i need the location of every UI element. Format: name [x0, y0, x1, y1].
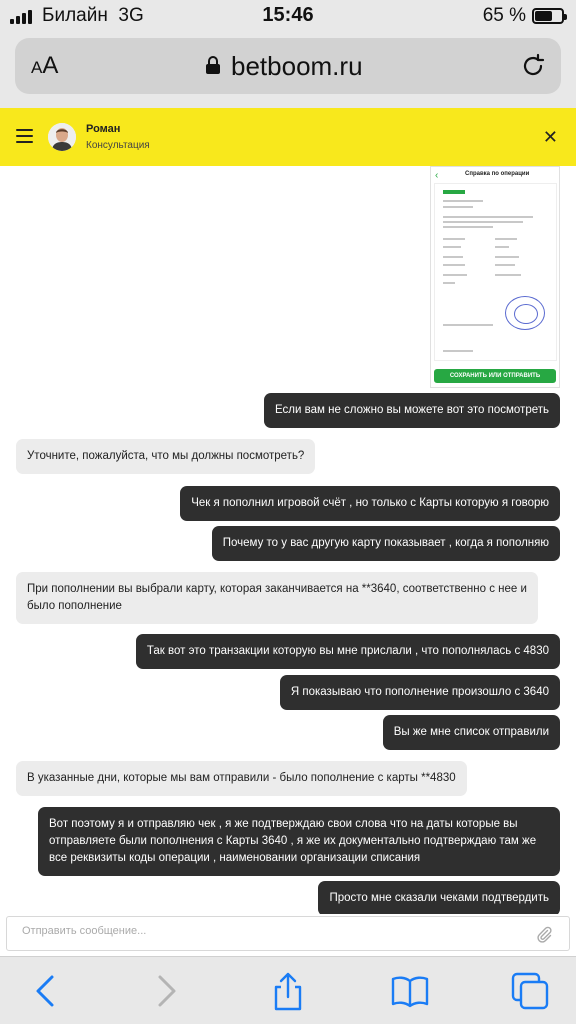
message-incoming: При пополнении вы выбрали карту, которая заканчивается на **3640, соответственно с нее и было пополнение: [16, 572, 538, 624]
message-input-box[interactable]: [6, 916, 570, 951]
paperclip-icon[interactable]: [535, 925, 553, 943]
message-outgoing: Просто мне сказали чеками подтвердить: [318, 881, 560, 914]
forward-icon[interactable]: [145, 971, 185, 1011]
agent-role: Консультация: [86, 140, 150, 151]
network-type: 3G: [118, 5, 144, 26]
reload-icon[interactable]: [519, 52, 547, 80]
bank-stamp: [505, 296, 545, 330]
composer: [0, 914, 576, 956]
carrier-name: Билайн: [42, 5, 108, 26]
battery-percentage: 65 %: [482, 5, 526, 26]
message-outgoing: Я показываю что пополнение произошло с 3640: [280, 675, 560, 710]
receipt-image-attachment[interactable]: [430, 166, 560, 388]
bank-logo: [443, 190, 465, 194]
tabs-icon[interactable]: [510, 971, 550, 1011]
browser-address-area: [0, 34, 576, 108]
back-icon[interactable]: [27, 971, 67, 1011]
bookmarks-icon[interactable]: [390, 971, 430, 1011]
message-outgoing: Почему то у вас другую карту показывает , когда я пополняю: [212, 526, 560, 561]
browser-toolbar: [0, 956, 576, 1024]
chat-messages[interactable]: [0, 166, 576, 914]
message-outgoing: Вы же мне список отправили: [383, 715, 560, 750]
receipt-document: [434, 183, 557, 361]
close-icon[interactable]: ✕: [542, 127, 558, 147]
agent-avatar: [48, 123, 76, 151]
url-domain[interactable]: betboom.ru: [231, 51, 363, 81]
battery-icon: [532, 8, 564, 24]
agent-name: Роман: [86, 123, 121, 135]
address-bar[interactable]: [15, 38, 561, 94]
lock-icon: [205, 55, 221, 75]
share-icon[interactable]: [268, 971, 308, 1011]
message-incoming: В указанные дни, которые мы вам отправили - было пополнение с карты **4830: [16, 761, 467, 796]
status-bar: [0, 0, 576, 34]
menu-icon[interactable]: [16, 129, 33, 143]
message-incoming: Уточните, пожалуйста, что мы должны посмотреть?: [16, 439, 315, 474]
message-outgoing: Если вам не сложно вы можете вот это посмотреть: [264, 393, 560, 428]
receipt-title: Справка по операции: [465, 171, 530, 177]
agent-photo-icon: [48, 123, 76, 151]
chat-header: [0, 108, 576, 166]
back-arrow-icon: ‹: [435, 170, 439, 181]
message-input[interactable]: [22, 925, 522, 937]
message-outgoing: Так вот это транзакции которую вы мне прислали , что пополнялась с 4830: [136, 634, 560, 669]
clock: 15:46: [262, 4, 314, 26]
message-outgoing: Чек я пополнил игровой счёт , но только с Карты которую я говорю: [180, 486, 560, 521]
text-size-button[interactable]: AA: [31, 52, 59, 79]
save-or-send-button[interactable]: СОХРАНИТЬ ИЛИ ОТПРАВИТЬ: [434, 369, 556, 383]
message-outgoing: Вот поэтому я и отправляю чек , я же подтверждаю свои слова что на даты которые вы отправляете были пополнения с Карты 3640 , я же их документально подтверждаю там же все реквизиты коды операции , наименовании организации списания: [38, 807, 560, 876]
